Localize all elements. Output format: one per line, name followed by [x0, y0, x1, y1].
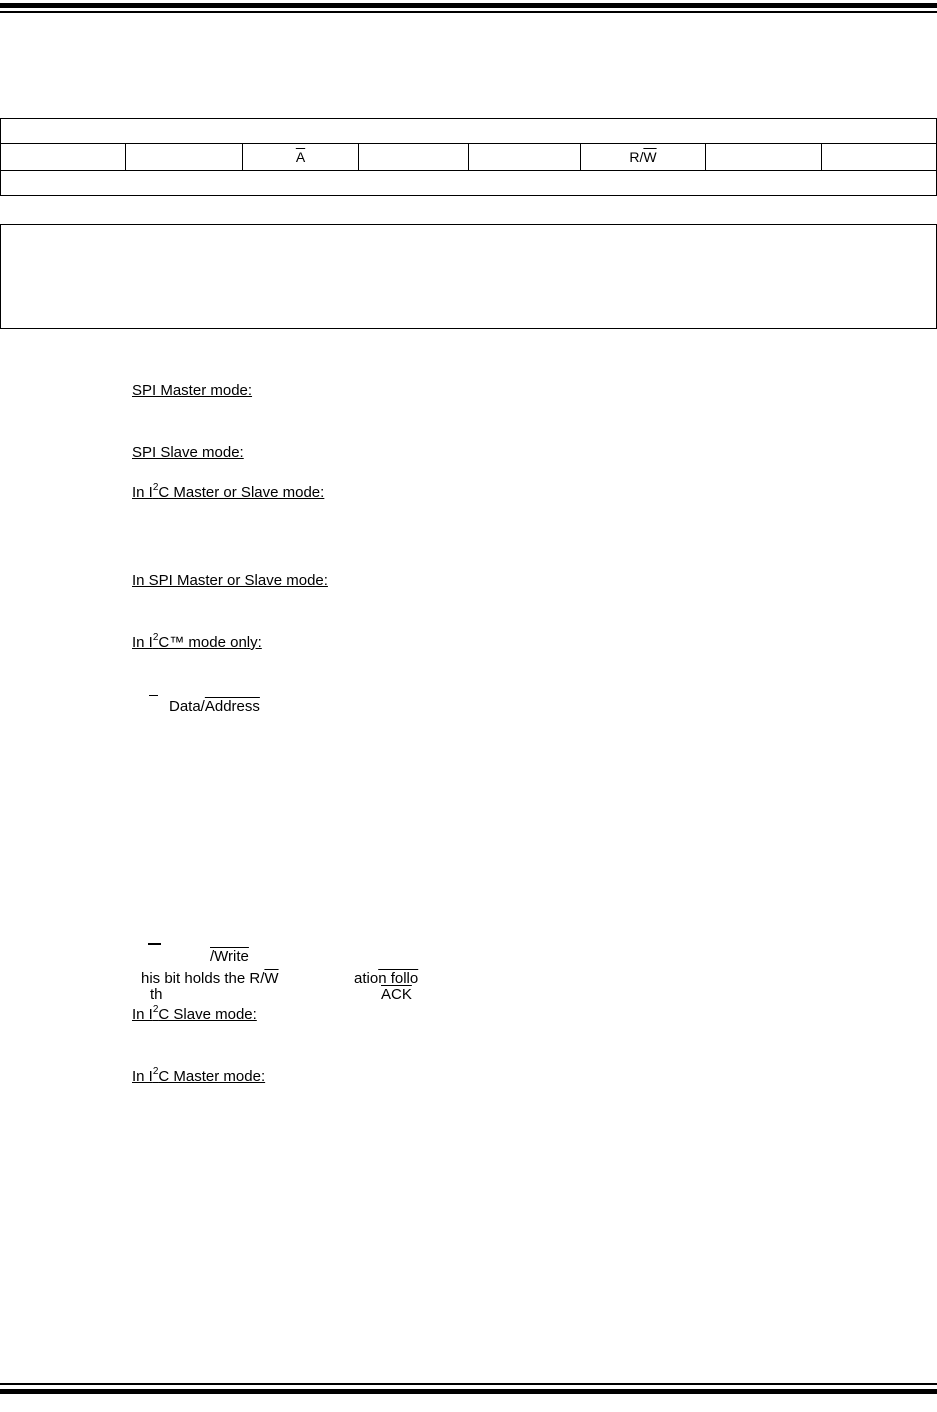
ack-label: $\overline{ACK}$ — [381, 986, 412, 1003]
rw-description-mid: ation follo — [354, 970, 419, 987]
spi-slave-heading: SPI Slave mode: — [132, 444, 244, 461]
bit-5-cell — [243, 144, 359, 171]
register-title-row — [1, 119, 937, 144]
header-rule-thin — [0, 11, 937, 13]
write-label: /Write — [210, 948, 249, 965]
header-rule-thick — [0, 3, 937, 8]
i2c-master-or-slave-heading: In $I^2C$ Master or Slave mode: — [132, 482, 325, 501]
bit-a-label: $\overline{A}$ — [295, 149, 306, 165]
bit-rw-overline: $\overline{W}$ — [643, 149, 657, 165]
register-table — [0, 118, 937, 196]
i2c-master-heading: In $I^2C$ Master mode: — [132, 1066, 266, 1085]
bit-6-cell — [126, 144, 243, 171]
footer-rule-thick — [0, 1389, 937, 1394]
bit-1-cell — [706, 144, 822, 171]
footer-rule-thin — [0, 1383, 937, 1385]
bit-0-cell — [822, 144, 937, 171]
spi-master-heading: SPI Master mode: — [132, 382, 253, 399]
i2c-only-heading: In $I^2C™$ mode only: — [132, 632, 262, 651]
bit-2-cell — [581, 144, 706, 171]
legend-box — [0, 224, 937, 329]
rw-description-start: his bit holds the $R/\overline{W}$ — [141, 970, 279, 987]
register-bits-row — [1, 144, 937, 171]
bit-rw-prefix: R/ — [629, 149, 644, 165]
r-w-bar-mark — [148, 943, 161, 945]
bit-4-cell — [359, 144, 469, 171]
register-footer-row — [1, 171, 937, 196]
data-address-label: Data/Address — [169, 698, 260, 715]
bit-7-cell — [1, 144, 126, 171]
bit-3-cell — [469, 144, 581, 171]
d-a-bar-mark — [149, 695, 158, 696]
rw-description-line2: th — [150, 986, 163, 1003]
spi-master-or-slave-heading: In SPI Master or Slave mode: — [132, 572, 328, 589]
i2c-slave-heading: In $I^2C$ Slave mode: — [132, 1004, 257, 1023]
